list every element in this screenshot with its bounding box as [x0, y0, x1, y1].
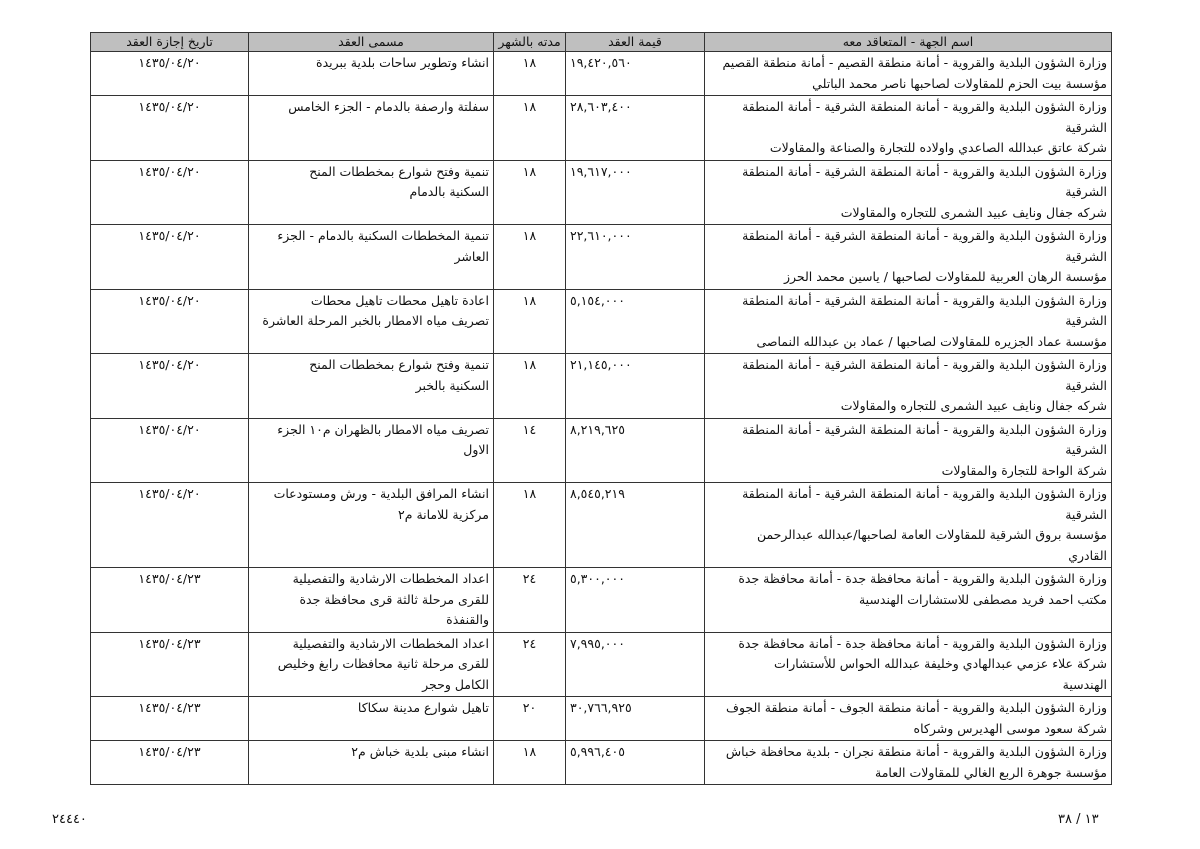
approval-date-cell: ١٤٣٥/٠٤/٢٠ [91, 354, 249, 419]
contract-name-cell-line: السكنية بالدمام [409, 184, 489, 199]
entity-cell [705, 741, 1112, 785]
approval-date-cell: ١٤٣٥/٠٤/٢٣ [91, 568, 249, 633]
table-row [91, 697, 1112, 741]
entity-cell-line: وزارة الشؤون البلدية والقروية - أمانة المنطقة الشرقية - أمانة المنطقة [742, 99, 1107, 114]
approval-date-cell: ١٤٣٥/٠٤/٢٣ [91, 697, 249, 741]
approval-date-cell: ١٤٣٥/٠٤/٢٠ [91, 418, 249, 483]
entity-cell-line: وزارة الشؤون البلدية والقروية - أمانة منطقة نجران - بلدية محافظة خباش [725, 744, 1107, 759]
contract-name-cell-line: مركزية للامانة م٢ [398, 506, 489, 522]
entity-cell [705, 697, 1112, 741]
table-row [91, 483, 1112, 568]
entity-cell-line: الشرقية [1065, 377, 1107, 393]
approval-date-cell: ١٤٣٥/٠٤/٢٠ [91, 483, 249, 568]
table-row [91, 225, 1112, 290]
contract-name-cell [249, 225, 494, 290]
contract-value-cell: ١٩,٦١٧,٠٠٠ [566, 160, 705, 225]
contract-name-cell-line: انشاء مبنى بلدية خباش م٢ [351, 744, 489, 759]
entity-cell-line: وزارة الشؤون البلدية والقروية - أمانة المنطقة الشرقية - أمانة المنطقة [742, 228, 1107, 243]
header-contract-name: مسمى العقد [249, 33, 494, 52]
contract-name-cell [249, 568, 494, 633]
approval-date-cell: ١٤٣٥/٠٤/٢٠ [91, 289, 249, 354]
contract-name-cell-line: تصريف مياه الامطار بالخبر المرحلة العاشرة [262, 313, 489, 328]
contract-value-cell: ٨,٥٤٥,٢١٩ [566, 483, 705, 568]
contract-name-cell-line: اعادة تاهيل محطات تاهيل محطات [310, 292, 489, 308]
entity-cell-line: الشرقية [1065, 119, 1107, 135]
contract-value-cell: ٢٨,٦٠٣,٤٠٠ [566, 96, 705, 161]
contract-name-cell-line: تاهيل شوارع مدينة سكاكا [357, 700, 489, 715]
contract-value-cell: ٢٢,٦١٠,٠٠٠ [566, 225, 705, 290]
contract-name-cell [249, 354, 494, 419]
entity-cell-line: وزارة الشؤون البلدية والقروية - أمانة المنطقة الشرقية - أمانة المنطقة [742, 357, 1107, 372]
duration-months-cell: ١٤ [494, 418, 566, 483]
entity-cell-line: مكتب احمد فريد مصطفى للاستشارات الهندسية [858, 591, 1107, 607]
entity-cell-line: القادري [1068, 547, 1107, 563]
contract-name-cell-line: اعداد المخططات الارشادية والتفصيلية [292, 635, 489, 651]
table-header-row [91, 33, 1112, 52]
approval-date-cell: ١٤٣٥/٠٤/٢٣ [91, 741, 249, 785]
entity-cell-line: وزارة الشؤون البلدية والقروية - أمانة المنطقة الشرقية - أمانة المنطقة [742, 163, 1107, 179]
approval-date-cell: ١٤٣٥/٠٤/٢٠ [91, 96, 249, 161]
table-row [91, 96, 1112, 161]
contract-name-cell-line: سفلتة وارصفة بالدمام - الجزء الخامس [288, 99, 489, 114]
header-value: قيمة العقد [566, 33, 705, 52]
contract-value-cell: ٢١,١٤٥,٠٠٠ [566, 354, 705, 419]
contract-name-cell-line: والقنفذة [446, 612, 489, 627]
entity-cell-line: مؤسسة جوهرة الربع الغالي للمقاولات العامة [875, 764, 1107, 780]
entity-cell-line: وزارة الشؤون البلدية والقروية - أمانة المنطقة الشرقية - أمانة المنطقة [742, 486, 1107, 501]
entity-cell-line: وزارة الشؤون البلدية والقروية - أمانة محافظة جدة - أمانة محافظة جدة [738, 635, 1107, 651]
contract-name-cell [249, 741, 494, 785]
document-number: ٢٤٤٤٠ [52, 812, 87, 827]
entity-cell [705, 354, 1112, 419]
entity-cell [705, 483, 1112, 568]
contract-name-cell [249, 52, 494, 96]
entity-cell-line: مؤسسة بيت الحزم للمقاولات لصاحبها ناصر محمد الباتلي [812, 75, 1107, 91]
duration-months-cell: ١٨ [494, 354, 566, 419]
contract-value-cell: ٣٠,٧٦٦,٩٢٥ [566, 697, 705, 741]
table-row [91, 741, 1112, 785]
entity-cell [705, 160, 1112, 225]
contracts-table [90, 32, 1112, 785]
contract-name-cell [249, 632, 494, 697]
contract-value-cell: ٥,١٥٤,٠٠٠ [566, 289, 705, 354]
table-row [91, 160, 1112, 225]
header-approval-date: تاريخ إجازة العقد [91, 33, 249, 52]
table-body [91, 52, 1112, 785]
entity-cell-line: مؤسسة عماد الجزيره للمقاولات لصاحبها / عماد بن عبدالله النماصى [756, 333, 1107, 349]
contract-name-cell [249, 289, 494, 354]
duration-months-cell: ٢٤ [494, 568, 566, 633]
contract-name-cell-line: انشاء وتطوير ساحات بلدية ببريدة [316, 55, 489, 70]
entity-cell-line: وزارة الشؤون البلدية والقروية - أمانة محافظة جدة - أمانة محافظة جدة [738, 571, 1107, 586]
header-entity: اسم الجهة - المتعاقد معه [705, 33, 1112, 52]
entity-cell-line: الشرقية [1065, 184, 1107, 199]
contract-name-cell-line: العاشر [454, 248, 489, 264]
contract-name-cell-line: للقرى مرحلة ثالثة قرى محافظة جدة [299, 591, 489, 607]
contract-value-cell: ٨,٢١٩,٦٢٥ [566, 418, 705, 483]
entity-cell-line: مؤسسة بروق الشرقية للمقاولات العامة لصاحبها/عبدالله عبدالرحمن [756, 527, 1107, 542]
header-months: مدته بالشهر [494, 33, 566, 52]
contract-value-cell: ٥,٣٠٠,٠٠٠ [566, 568, 705, 633]
contract-name-cell-line: تنمية وفتح شوارع بمخططات المنح [309, 163, 489, 179]
table-row [91, 289, 1112, 354]
contract-name-cell-line: الاول [463, 442, 489, 457]
contract-name-cell-line: الكامل وحجر [422, 676, 489, 692]
entity-cell-line: شركة عاتق عبدالله الصاعدي واولاده للتجارة والصناعة والمقاولات [769, 140, 1107, 155]
contract-name-cell-line: انشاء المرافق البلدية - ورش ومستودعات [273, 486, 489, 501]
entity-cell-line: وزارة الشؤون البلدية والقروية - أمانة المنطقة الشرقية - أمانة المنطقة [742, 292, 1107, 308]
contract-name-cell-line: للقرى مرحلة ثانية محافظات رابغ وخليص [277, 656, 489, 671]
contract-name-cell [249, 697, 494, 741]
duration-months-cell: ١٨ [494, 225, 566, 290]
entity-cell-line: مؤسسة الرهان العربية للمقاولات لصاحبها / ياسين محمد الحرز [783, 269, 1107, 284]
approval-date-cell: ١٤٣٥/٠٤/٢٠ [91, 160, 249, 225]
contract-value-cell: ٧,٩٩٥,٠٠٠ [566, 632, 705, 697]
contract-name-cell-line: تصريف مياه الامطار بالظهران م١٠ الجزء [277, 421, 489, 437]
approval-date-cell: ١٤٣٥/٠٤/٢٠ [91, 52, 249, 96]
entity-cell-line: شركة الواحة للتجارة والمقاولات [941, 462, 1107, 478]
duration-months-cell: ٢٤ [494, 632, 566, 697]
entity-cell [705, 289, 1112, 354]
duration-months-cell: ١٨ [494, 741, 566, 785]
entity-cell [705, 52, 1112, 96]
duration-months-cell: ١٨ [494, 483, 566, 568]
contract-name-cell [249, 483, 494, 568]
duration-months-cell: ١٨ [494, 160, 566, 225]
entity-cell-line: الشرقية [1065, 248, 1107, 264]
entity-cell-line: الهندسية [1062, 676, 1107, 692]
table-row [91, 354, 1112, 419]
duration-months-cell: ١٨ [494, 52, 566, 96]
entity-cell-line: شركه جفال ونايف عبيد الشمرى للتجاره والمقاولات [840, 398, 1107, 413]
contract-value-cell: ١٩,٤٢٠,٥٦٠ [566, 52, 705, 96]
entity-cell-line: وزارة الشؤون البلدية والقروية - أمانة منطقة القصيم - أمانة منطقة القصيم [722, 55, 1107, 70]
entity-cell-line: شركه جفال ونايف عبيد الشمرى للتجاره والمقاولات [840, 204, 1107, 220]
entity-cell-line: وزارة الشؤون البلدية والقروية - أمانة منطقة الجوف - أمانة منطقة الجوف [726, 700, 1107, 715]
entity-cell-line: وزارة الشؤون البلدية والقروية - أمانة المنطقة الشرقية - أمانة المنطقة [742, 421, 1107, 437]
entity-cell [705, 568, 1112, 633]
entity-cell [705, 418, 1112, 483]
duration-months-cell: ٢٠ [494, 697, 566, 741]
approval-date-cell: ١٤٣٥/٠٤/٢٣ [91, 632, 249, 697]
contract-name-cell [249, 96, 494, 161]
contract-name-cell-line: اعداد المخططات الارشادية والتفصيلية [292, 571, 489, 586]
contract-name-cell [249, 160, 494, 225]
contract-name-cell [249, 418, 494, 483]
table-row [91, 52, 1112, 96]
contract-name-cell-line: تنمية المخططات السكنية بالدمام - الجزء [277, 228, 489, 243]
table-row [91, 418, 1112, 483]
contract-name-cell-line: السكنية بالخبر [415, 377, 489, 393]
entity-cell [705, 96, 1112, 161]
entity-cell [705, 632, 1112, 697]
contract-value-cell: ٥,٩٩٦,٤٠٥ [566, 741, 705, 785]
entity-cell-line: شركة سعود موسى الهديرس وشركاه [913, 720, 1107, 736]
duration-months-cell: ١٨ [494, 96, 566, 161]
page-number: ١٣ / ٣٨ [1058, 812, 1099, 827]
entity-cell-line: الشرقية [1065, 506, 1107, 522]
table-row [91, 632, 1112, 697]
approval-date-cell: ١٤٣٥/٠٤/٢٠ [91, 225, 249, 290]
contract-name-cell-line: تنمية وفتح شوارع بمخططات المنح [309, 357, 489, 372]
entity-cell-line: الشرقية [1065, 313, 1107, 328]
entity-cell-line: الشرقية [1065, 442, 1107, 457]
table-row [91, 568, 1112, 633]
entity-cell-line: شركة علاء عزمي عبدالهادي وخليفة عبدالله الحواس للأستشارات [774, 656, 1107, 671]
duration-months-cell: ١٨ [494, 289, 566, 354]
entity-cell [705, 225, 1112, 290]
